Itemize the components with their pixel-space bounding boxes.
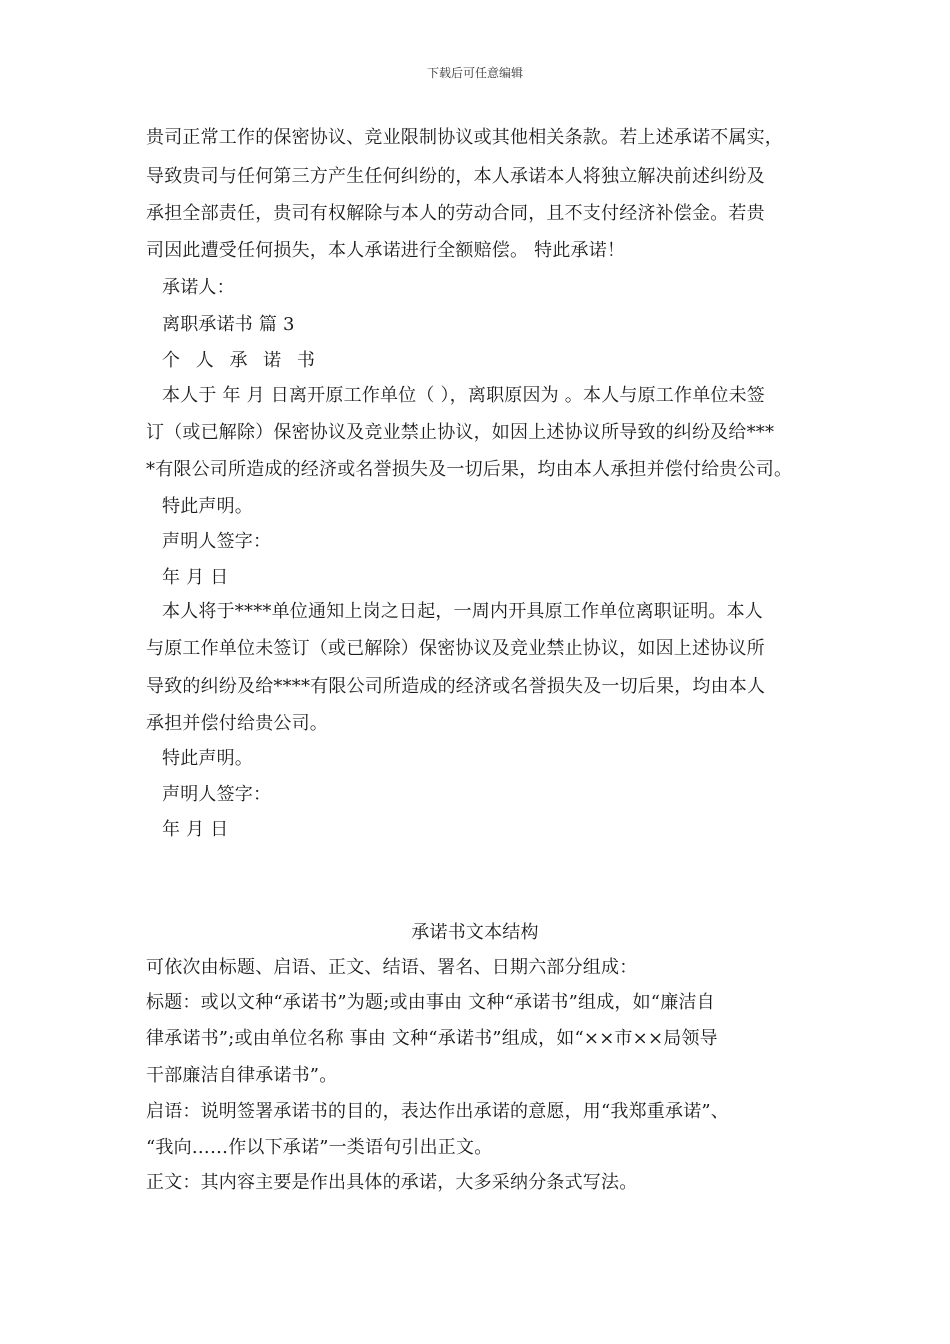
date-line: 年 月 日 — [162, 567, 229, 588]
paragraph-line: 律承诺书”;或由单位名称 事由 文种“承诺书”组成，如“××市××局领导 — [146, 1028, 718, 1049]
paragraph-line: 订（或已解除）保密协议及竞业禁止协议，如因上述协议所导致的纠纷及给*** — [146, 422, 775, 443]
date-line: 年 月 日 — [162, 819, 229, 840]
paragraph-line: 本人于 年 月 日离开原工作单位（ ），离职原因为 。本人与原工作单位未签 — [162, 385, 766, 406]
declaration-text: 特此声明。 — [162, 748, 253, 769]
signature-label: 声明人签字： — [162, 784, 272, 805]
paragraph-line: 承担全部责任，贵司有权解除与本人的劳动合同，且不支付经济补偿金。若贵 — [146, 203, 765, 224]
paragraph-line: 标题：或以文种“承诺书”为题;或由事由 文种“承诺书”组成，如“廉洁自 — [146, 992, 715, 1013]
page-header: 下载后可任意编辑 — [426, 66, 523, 80]
signature-label: 声明人签字： — [162, 531, 272, 552]
paragraph-line: 可依次由标题、启语、正文、结语、署名、日期六部分组成： — [146, 957, 638, 978]
paragraph-line: 承担并偿付给贵公司。 — [146, 713, 328, 734]
paragraph-line: 司因此遭受任何损失，本人承诺进行全额赔偿。 特此承诺！ — [146, 240, 626, 261]
paragraph-line: 贵司正常工作的保密协议、竞业限制协议或其他相关条款。若上述承诺不属实， — [146, 127, 783, 148]
paragraph-line: 与原工作单位未签订（或已解除）保密协议及竞业禁止协议，如因上述协议所 — [146, 638, 765, 659]
paragraph-line: 启语：说明签署承诺书的目的，表达作出承诺的意愿，用“我郑重承诺”、 — [146, 1101, 730, 1122]
signer-label: 承诺人： — [162, 277, 235, 298]
paragraph-line: “我向……作以下承诺”一类语句引出正文。 — [146, 1137, 493, 1158]
paragraph-line: 导致的纠纷及给****有限公司所造成的经济或名誉损失及一切后果，均由本人 — [146, 676, 766, 697]
paragraph-line: 本人将于****单位通知上岗之日起，一周内开具原工作单位离职证明。本人 — [162, 601, 763, 622]
document-title: 个 人 承 诺 书 — [162, 350, 320, 371]
paragraph-line: *有限公司所造成的经济或名誉损失及一切后果，均由本人承担并偿付给贵公司。 — [146, 459, 793, 480]
section-title: 离职承诺书 篇 3 — [162, 314, 295, 335]
section-heading: 承诺书文本结构 — [411, 922, 539, 943]
paragraph-line: 干部廉洁自律承诺书”。 — [146, 1065, 338, 1086]
paragraph-line: 导致贵司与任何第三方产生任何纠纷的，本人承诺本人将独立解决前述纠纷及 — [146, 166, 765, 187]
declaration-text: 特此声明。 — [162, 496, 253, 517]
paragraph-line: 正文：其内容主要是作出具体的承诺，大多采纳分条式写法。 — [146, 1172, 638, 1193]
